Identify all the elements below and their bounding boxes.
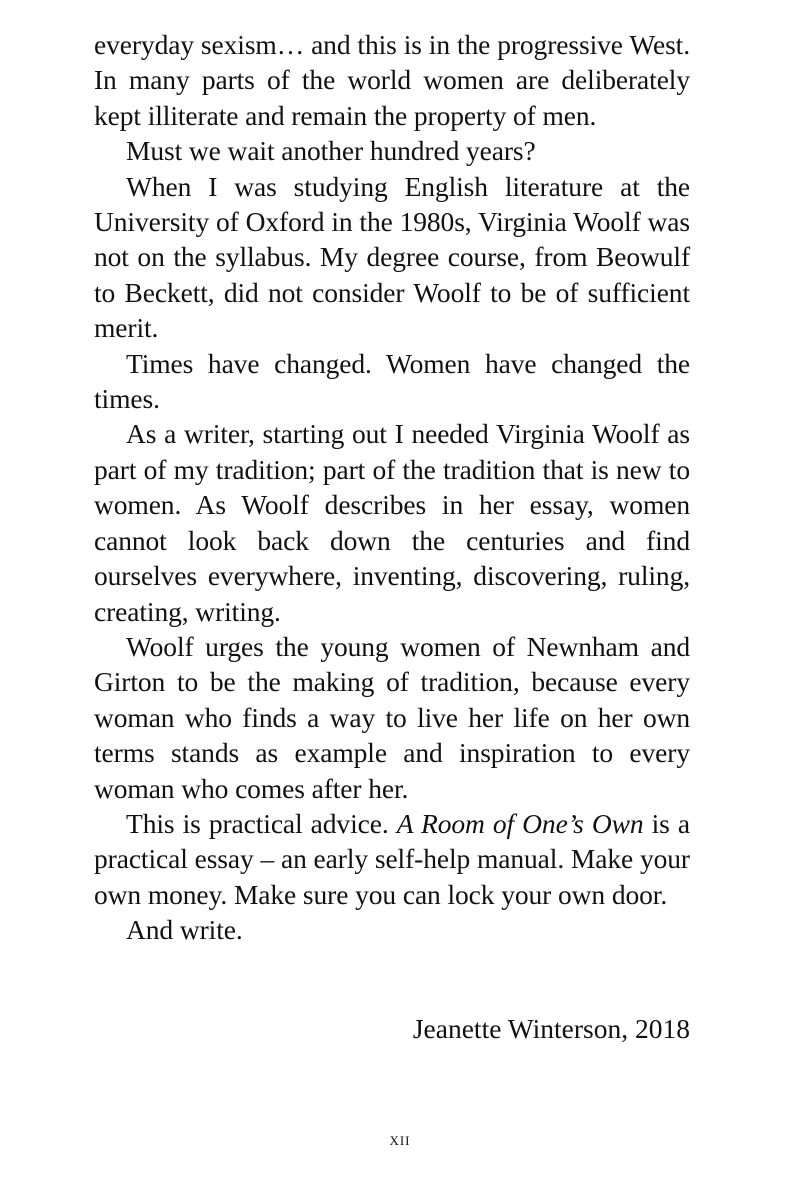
paragraph-practical-advice bbox=[94, 806, 690, 912]
advice-text-start: This is practical advice. bbox=[126, 807, 397, 839]
paragraph-tradition: As a writer, starting out I needed Virginia Woolf as part of my tradition; part of the tradition that is new to women. As Woolf describes in her essay, women cannot look back down the centuries and find ourselves everywhere, inventing, discovering, ruling, creating, writing. bbox=[94, 418, 690, 627]
paragraph-times-changed: Times have changed. Women have changed the times. bbox=[94, 347, 690, 415]
advice-text-end: is a practical essay – an early self-help manual. Make your own money. Make sure you can lock your own door. bbox=[94, 807, 690, 910]
page-number: xii bbox=[389, 1129, 411, 1150]
paragraph-newnham-girton: Woolf urges the young women of Newnham and Girton to be the making of tradition, because every woman who finds a way to live her life on her own terms stands as example and inspiration to every woman who comes after her. bbox=[94, 630, 690, 804]
body-text bbox=[94, 27, 690, 948]
paragraph-oxford: When I was studying English literature at the University of Oxford in the 1980s, Virginia Woolf was not on the syllabus. My degree course, from Beowulf to Beckett, did not consider Woolf to be of sufficient merit. bbox=[94, 170, 690, 344]
author-signature: Jeanette Winterson, 2018 bbox=[412, 1013, 690, 1044]
paragraph-question: Must we wait another hundred years? bbox=[126, 135, 536, 167]
paragraph-closing: And write. bbox=[126, 914, 243, 946]
book-title: A Room of One’s Own bbox=[396, 807, 644, 839]
paragraph-continuation: everyday sexism… and this is in the progressive West. In many parts of the world women are deliberately kept illiterate and remain the property of men. bbox=[94, 29, 690, 131]
